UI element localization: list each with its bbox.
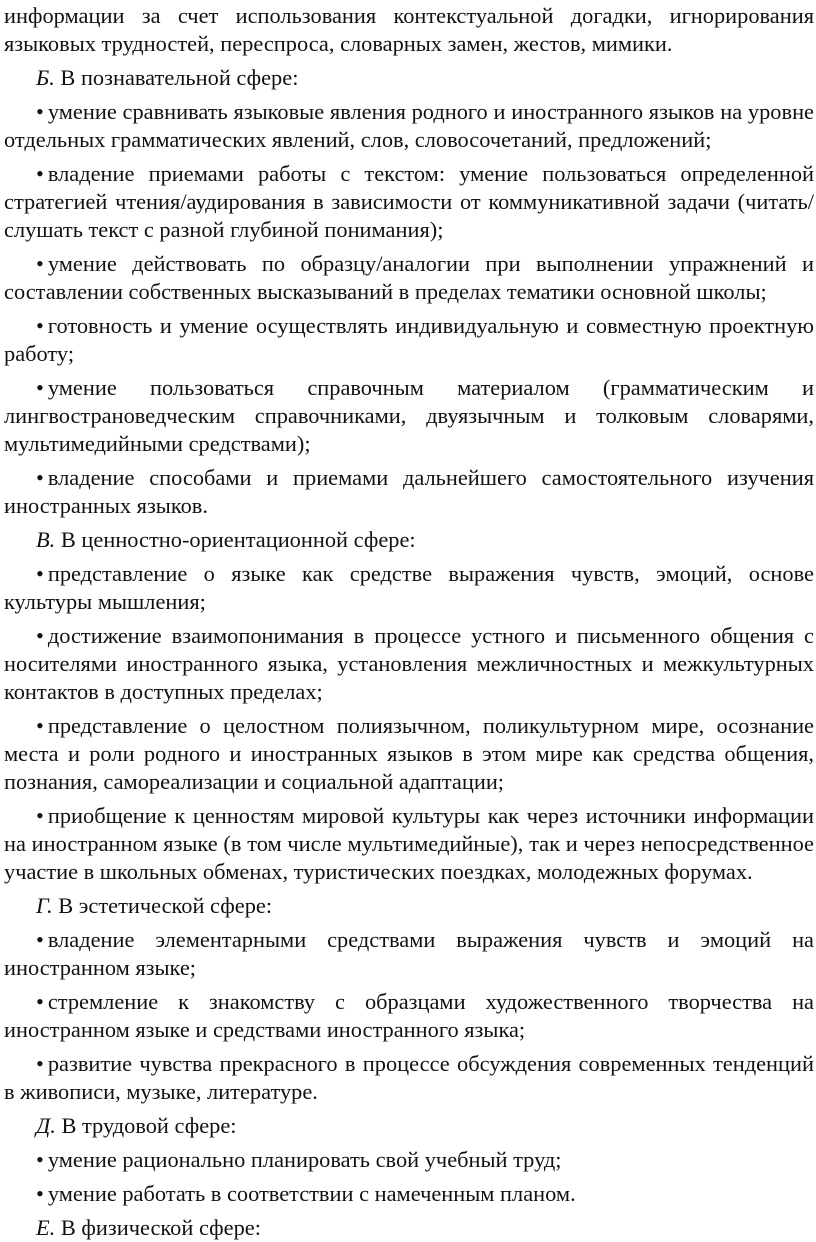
bullet-text: стремление к знакомству с образцами художественного творчества на иностранном языке и средствами иностранного языка;: [4, 989, 814, 1042]
section-letter: Г.: [36, 893, 53, 918]
bullet-icon: •: [36, 561, 44, 586]
bullet-icon: •: [36, 251, 44, 276]
bullet-icon: •: [36, 1181, 44, 1206]
section-heading-cognitive: [4, 64, 814, 92]
bullet-item: [4, 560, 814, 616]
section-letter: Б.: [36, 65, 55, 90]
section-title: В эстетической сфере:: [58, 893, 273, 918]
bullet-text: умение работать в соответствии с намеченным планом.: [47, 1181, 576, 1206]
bullet-item: [4, 98, 814, 154]
bullet-text: развитие чувства прекрасного в процессе обсуждения современных тенденций в живописи, музыке, литературе.: [4, 1051, 814, 1104]
bullet-icon: •: [36, 99, 44, 124]
section-letter: В.: [36, 527, 56, 552]
bullet-text: владение элементарными средствами выражения чувств и эмоций на иностранном языке;: [4, 927, 814, 980]
bullet-icon: •: [36, 465, 44, 490]
section-title: В ценностно-ориентационной сфере:: [60, 527, 416, 552]
section-heading-values: [4, 526, 814, 554]
bullet-item: [4, 802, 814, 886]
bullet-icon: •: [36, 313, 44, 338]
section-title: В физической сфере:: [60, 1215, 261, 1240]
bullet-icon: •: [36, 989, 44, 1014]
bullet-text: достижение взаимопонимания в процессе устного и письменного общения с носителями иностранного языка, установления межличностных и межкультурных контактов в доступных пределах;: [4, 623, 814, 704]
bullet-text: готовность и умение осуществлять индивидуальную и совместную проектную работу;: [4, 313, 814, 366]
bullet-icon: •: [36, 803, 44, 828]
bullet-item: [4, 1180, 814, 1208]
bullet-icon: •: [36, 161, 44, 186]
bullet-icon: •: [36, 1051, 44, 1076]
bullet-item: [4, 312, 814, 368]
bullet-item: [4, 1146, 814, 1174]
bullet-icon: •: [36, 713, 44, 738]
intro-paragraph: информации за счет использования контекстуальной догадки, игнорирования языковых трудностей, переспроса, словарных замен, жестов, мимики.: [4, 3, 814, 56]
section-letter: Д.: [36, 1113, 56, 1138]
bullet-icon: •: [36, 375, 44, 400]
bullet-text: умение действовать по образцу/аналогии при выполнении упражнений и составлении собственных высказываний в пределах тематики основной школы;: [4, 251, 814, 304]
bullet-text: умение рационально планировать свой учебный труд;: [47, 1147, 562, 1172]
bullet-item: [4, 712, 814, 796]
bullet-text: владение способами и приемами дальнейшего самостоятельного изучения иностранных языков.: [4, 465, 814, 518]
section-title: В трудовой сфере:: [61, 1113, 237, 1138]
bullet-item: [4, 1050, 814, 1106]
bullet-text: представление о языке как средстве выражения чувств, эмоций, основе культуры мышления;: [4, 561, 814, 614]
bullet-item: [4, 926, 814, 982]
bullet-text: приобщение к ценностям мировой культуры как через источники информации на иностранном языке (в том числе мультимедийные), так и через непосредственное участие в школьных обменах, туристических поездках, молодежных форумах.: [4, 803, 814, 884]
bullet-item: [4, 250, 814, 306]
bullet-text: владение приемами работы с текстом: умение пользоваться определенной стратегией чтения/аудирования в зависимости от коммуникативной задачи (читать/слушать текст с разной глубиной понимания);: [4, 161, 814, 242]
bullet-item: [4, 622, 814, 706]
section-letter: Е.: [36, 1215, 56, 1240]
bullet-icon: •: [36, 1147, 44, 1172]
bullet-text: умение пользоваться справочным материалом (грамматическим и лингвострановедческим справочниками, двуязычным и толковым словарями, мультимедийными средствами);: [4, 375, 814, 456]
bullet-item: [4, 988, 814, 1044]
bullet-text: представление о целостном полиязычном, поликультурном мире, осознание места и роли родного и иностранных языков в этом мире как средства общения, познания, самореализации и социальной адаптации;: [4, 713, 814, 794]
section-heading-aesthetic: [4, 892, 814, 920]
bullet-icon: •: [36, 927, 44, 952]
bullet-item: [4, 464, 814, 520]
bullet-item: [4, 374, 814, 458]
section-title: В познавательной сфере:: [60, 65, 299, 90]
bullet-item: [4, 160, 814, 244]
section-heading-labor: [4, 1112, 814, 1140]
bullet-icon: •: [36, 623, 44, 648]
bullet-text: умение сравнивать языковые явления родного и иностранного языков на уровне отдельных грамматических явлений, слов, словосочетаний, предложений;: [4, 99, 814, 152]
